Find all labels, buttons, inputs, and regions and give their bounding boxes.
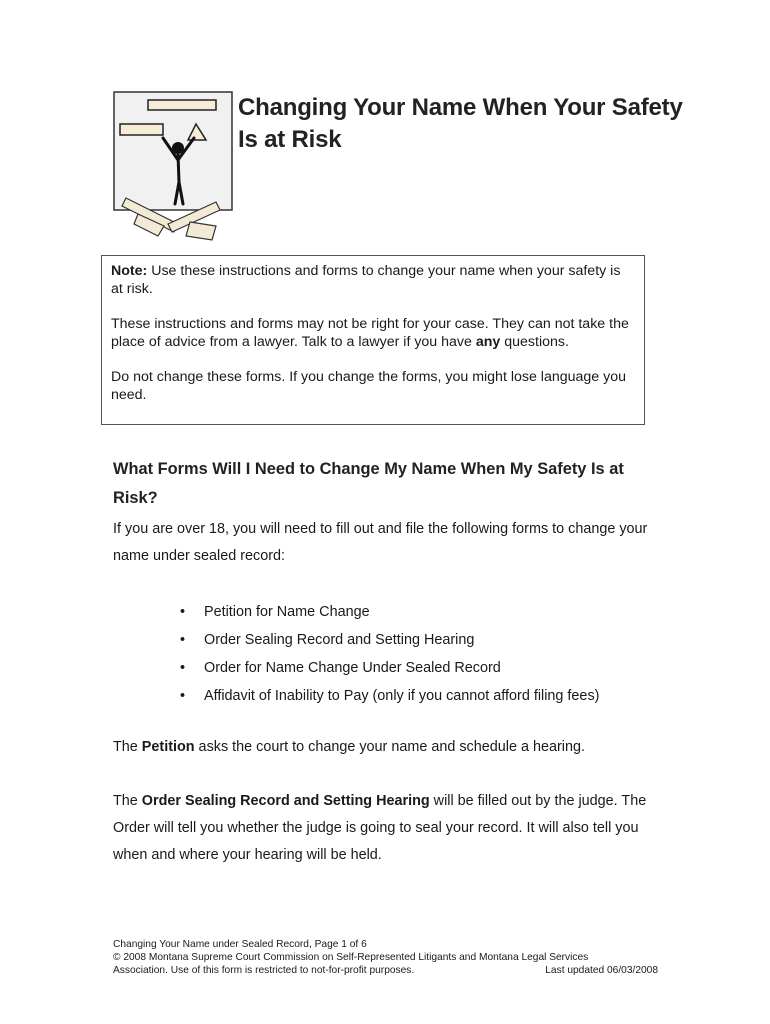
list-item-label: Order Sealing Record and Setting Hearing — [204, 632, 475, 648]
list-item-label: Petition for Name Change — [204, 604, 370, 620]
bullet-icon: • — [180, 660, 186, 676]
note-paragraph-1 — [111, 262, 635, 298]
forms-list — [180, 598, 599, 710]
petition-term: Petition — [141, 739, 195, 755]
footer-line-3-row — [113, 964, 658, 977]
footer-line-3: Association. Use of this form is restricted to not-for-profit purposes. — [113, 965, 415, 976]
intro-paragraph: If you are over 18, you will need to fill out and file the following forms to change your name under sealed record: — [113, 521, 648, 564]
note-text-1: Use these instructions and forms to change your name when your safety is at risk. — [111, 263, 621, 297]
note-emphasis-any: any — [475, 334, 501, 350]
list-item — [180, 598, 599, 626]
footer-line-2: © 2008 Montana Supreme Court Commission on Self-Represented Litigants and Montana Legal Services — [113, 952, 589, 963]
figure-holding-signs-illustration — [108, 86, 238, 251]
note-box — [101, 255, 645, 425]
page-footer — [113, 938, 658, 977]
bullet-icon: • — [180, 604, 186, 620]
note-text-2a: These instructions and forms may not be right for your case. They can not take the place of advice from a lawyer. Talk to a lawyer if you have — [111, 316, 629, 350]
section-heading: What Forms Will I Need to Change My Name When My Safety Is at Risk? — [113, 460, 624, 507]
bullet-icon: • — [180, 688, 186, 704]
list-item — [180, 626, 599, 654]
order-pre: The — [113, 793, 142, 809]
note-label: Note: — [111, 263, 148, 279]
note-paragraph-3: Do not change these forms. If you change the forms, you might lose language you need. — [111, 369, 626, 403]
footer-line-1: Changing Your Name under Sealed Record, Page 1 of 6 — [113, 939, 367, 950]
petition-post: asks the court to change your name and schedule a hearing. — [194, 739, 585, 755]
petition-paragraph — [113, 734, 673, 761]
list-item — [180, 654, 599, 682]
list-item-label: Affidavit of Inability to Pay (only if you cannot afford filing fees) — [204, 688, 600, 704]
order-post: will be filled out by the judge. The Order will tell you whether the judge is going to seal your record. It will also tell you when and where your hearing will be held. — [113, 793, 647, 863]
petition-pre: The — [113, 739, 142, 755]
order-paragraph — [113, 788, 673, 869]
note-text-2b: questions. — [500, 334, 569, 350]
list-item-label: Order for Name Change Under Sealed Record — [204, 660, 501, 676]
note-paragraph-2 — [111, 315, 635, 351]
footer-updated: Last updated 06/03/2008 — [545, 965, 658, 976]
bullet-icon: • — [180, 632, 186, 648]
list-item — [180, 682, 599, 710]
order-term: Order Sealing Record and Setting Hearing — [141, 793, 430, 809]
page-title: Changing Your Name When Your Safety Is at Risk — [238, 94, 683, 153]
